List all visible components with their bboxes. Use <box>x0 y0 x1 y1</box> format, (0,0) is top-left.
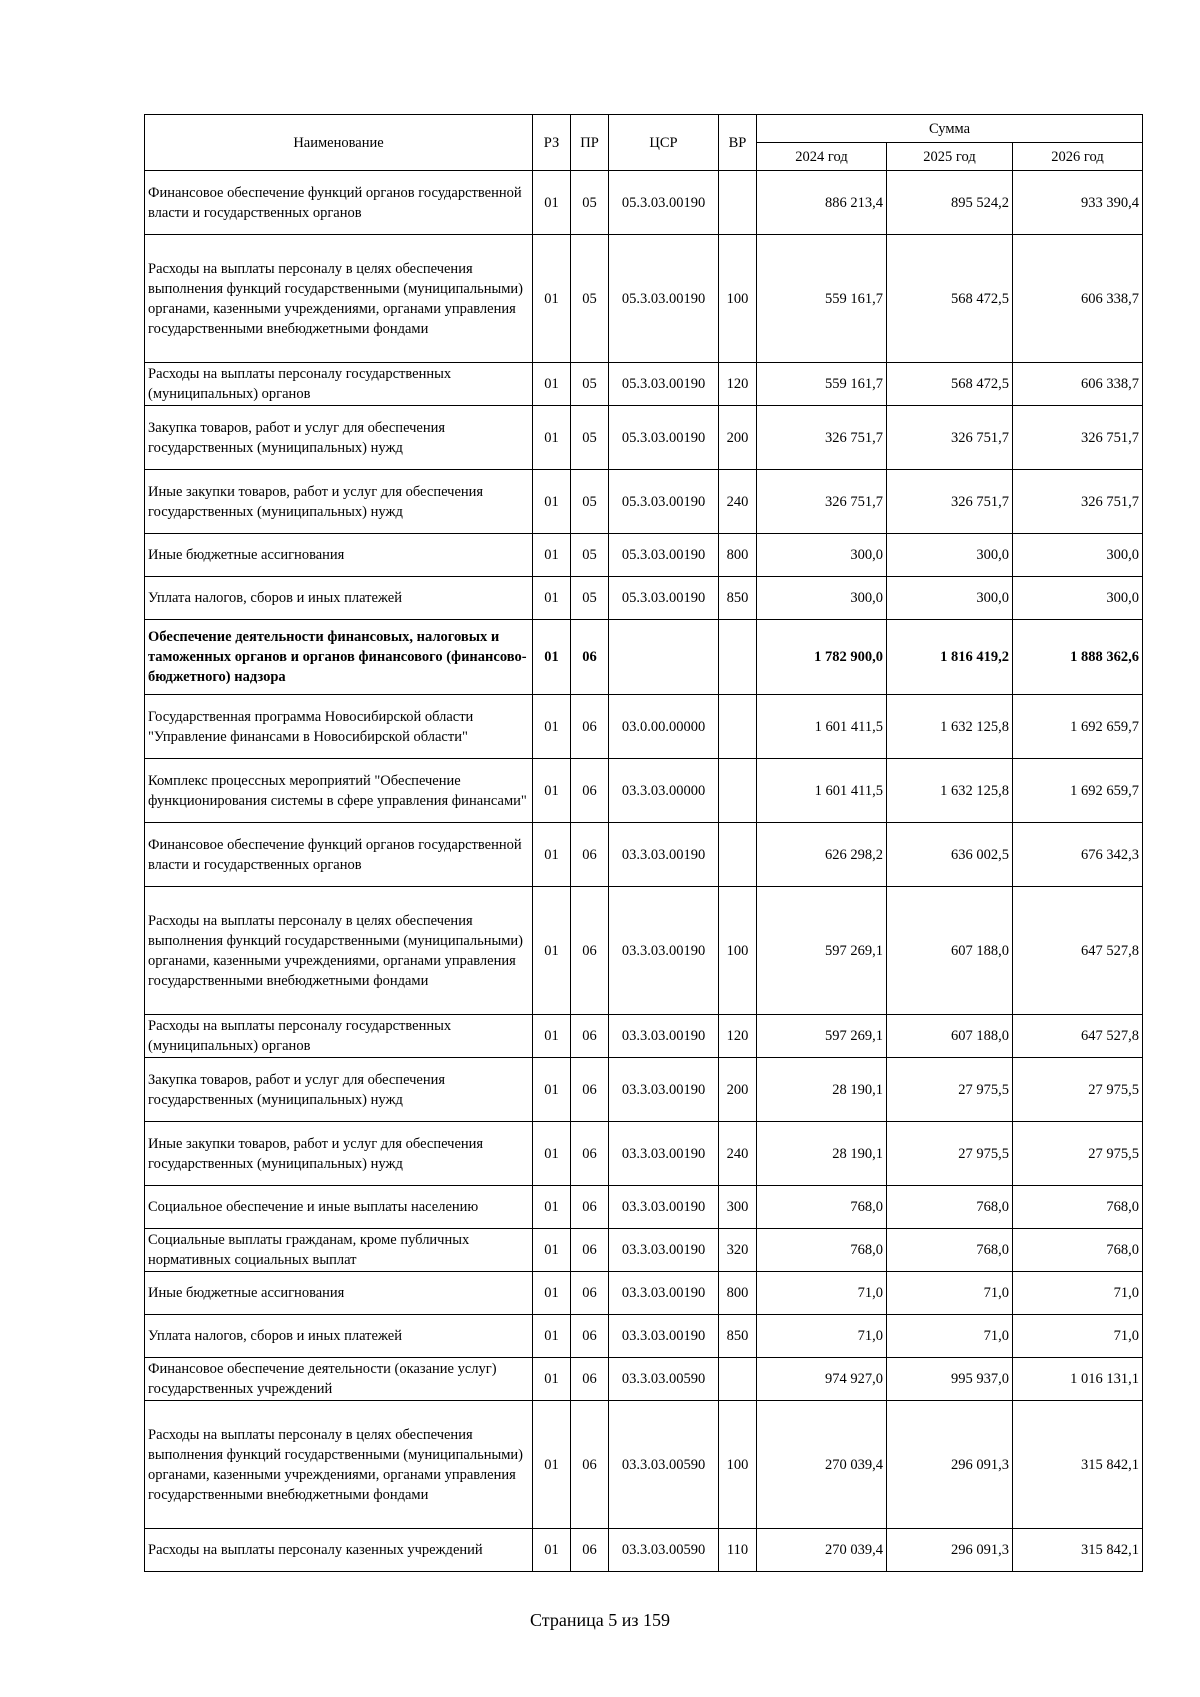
cell-name: Расходы на выплаты персоналу государственных (муниципальных) органов <box>145 1015 533 1058</box>
table-row <box>145 1122 1143 1186</box>
cell-name: Расходы на выплаты персоналу в целях обеспечения выполнения функций государственными (муниципальными) органами, казенными учреждениями, органами управления государственными внебюджетными фондами <box>145 235 533 363</box>
cell-amount-2024: 71,0 <box>757 1272 887 1315</box>
cell-pr: 05 <box>571 577 609 620</box>
cell-vr <box>719 695 757 759</box>
cell-amount-2026: 315 842,1 <box>1013 1401 1143 1529</box>
budget-table <box>144 114 1143 1572</box>
header-year-2026: 2026 год <box>1013 143 1143 171</box>
cell-pr: 05 <box>571 534 609 577</box>
cell-vr <box>719 620 757 695</box>
cell-amount-2024: 597 269,1 <box>757 1015 887 1058</box>
cell-amount-2024: 626 298,2 <box>757 823 887 887</box>
cell-pr: 06 <box>571 823 609 887</box>
cell-name: Иные бюджетные ассигнования <box>145 534 533 577</box>
cell-vr: 100 <box>719 887 757 1015</box>
cell-vr <box>719 759 757 823</box>
cell-amount-2025: 71,0 <box>887 1315 1013 1358</box>
table-row <box>145 171 1143 235</box>
cell-pr: 06 <box>571 695 609 759</box>
cell-amount-2024: 768,0 <box>757 1186 887 1229</box>
cell-name: Закупка товаров, работ и услуг для обеспечения государственных (муниципальных) нужд <box>145 1058 533 1122</box>
cell-amount-2026: 1 016 131,1 <box>1013 1358 1143 1401</box>
table-row <box>145 1058 1143 1122</box>
cell-pr: 06 <box>571 1358 609 1401</box>
cell-amount-2025: 636 002,5 <box>887 823 1013 887</box>
cell-csr: 03.3.03.00190 <box>609 1058 719 1122</box>
cell-vr: 120 <box>719 1015 757 1058</box>
cell-amount-2025: 300,0 <box>887 577 1013 620</box>
cell-rz: 01 <box>533 1229 571 1272</box>
cell-amount-2024: 28 190,1 <box>757 1058 887 1122</box>
cell-rz: 01 <box>533 406 571 470</box>
cell-pr: 06 <box>571 759 609 823</box>
cell-amount-2025: 296 091,3 <box>887 1529 1013 1572</box>
cell-amount-2026: 71,0 <box>1013 1315 1143 1358</box>
cell-amount-2025: 568 472,5 <box>887 363 1013 406</box>
cell-amount-2024: 1 782 900,0 <box>757 620 887 695</box>
header-rz: РЗ <box>533 115 571 171</box>
table-row <box>145 1401 1143 1529</box>
cell-name: Расходы на выплаты персоналу казенных учреждений <box>145 1529 533 1572</box>
cell-csr: 03.3.03.00190 <box>609 1229 719 1272</box>
cell-vr: 110 <box>719 1529 757 1572</box>
cell-amount-2025: 27 975,5 <box>887 1058 1013 1122</box>
cell-amount-2025: 768,0 <box>887 1229 1013 1272</box>
table-row <box>145 1015 1143 1058</box>
table-row <box>145 1529 1143 1572</box>
cell-amount-2024: 768,0 <box>757 1229 887 1272</box>
cell-amount-2026: 676 342,3 <box>1013 823 1143 887</box>
cell-csr: 05.3.03.00190 <box>609 534 719 577</box>
cell-amount-2026: 27 975,5 <box>1013 1122 1143 1186</box>
cell-pr: 06 <box>571 887 609 1015</box>
cell-name: Обеспечение деятельности финансовых, налоговых и таможенных органов и органов финансового (финансово-бюджетного) надзора <box>145 620 533 695</box>
cell-amount-2026: 27 975,5 <box>1013 1058 1143 1122</box>
cell-pr: 06 <box>571 1058 609 1122</box>
cell-amount-2025: 1 632 125,8 <box>887 695 1013 759</box>
cell-name: Комплекс процессных мероприятий "Обеспечение функционирования системы в сфере управления финансами" <box>145 759 533 823</box>
cell-amount-2026: 606 338,7 <box>1013 235 1143 363</box>
cell-pr: 06 <box>571 1122 609 1186</box>
table-row <box>145 1186 1143 1229</box>
cell-amount-2025: 768,0 <box>887 1186 1013 1229</box>
cell-amount-2025: 1 632 125,8 <box>887 759 1013 823</box>
cell-csr: 03.3.03.00590 <box>609 1401 719 1529</box>
cell-vr: 240 <box>719 1122 757 1186</box>
cell-vr: 850 <box>719 1315 757 1358</box>
cell-name: Финансовое обеспечение функций органов государственной власти и государственных органов <box>145 823 533 887</box>
cell-csr: 05.3.03.00190 <box>609 363 719 406</box>
cell-amount-2024: 597 269,1 <box>757 887 887 1015</box>
cell-name: Закупка товаров, работ и услуг для обеспечения государственных (муниципальных) нужд <box>145 406 533 470</box>
header-year-2025: 2025 год <box>887 143 1013 171</box>
cell-pr: 05 <box>571 171 609 235</box>
cell-amount-2025: 326 751,7 <box>887 470 1013 534</box>
cell-rz: 01 <box>533 1015 571 1058</box>
table-row <box>145 695 1143 759</box>
cell-amount-2026: 326 751,7 <box>1013 470 1143 534</box>
cell-amount-2026: 300,0 <box>1013 534 1143 577</box>
table-row <box>145 577 1143 620</box>
cell-csr: 05.3.03.00190 <box>609 235 719 363</box>
cell-name: Расходы на выплаты персоналу государственных (муниципальных) органов <box>145 363 533 406</box>
cell-rz: 01 <box>533 1272 571 1315</box>
cell-rz: 01 <box>533 1401 571 1529</box>
cell-rz: 01 <box>533 577 571 620</box>
cell-vr: 200 <box>719 1058 757 1122</box>
cell-vr: 300 <box>719 1186 757 1229</box>
page-number: Страница 5 из 159 <box>530 1610 670 1630</box>
cell-pr: 06 <box>571 1272 609 1315</box>
cell-name: Расходы на выплаты персоналу в целях обеспечения выполнения функций государственными (муниципальными) органами, казенными учреждениями, органами управления государственными внебюджетными фондами <box>145 887 533 1015</box>
cell-pr: 06 <box>571 1015 609 1058</box>
cell-amount-2025: 895 524,2 <box>887 171 1013 235</box>
cell-amount-2025: 607 188,0 <box>887 1015 1013 1058</box>
cell-amount-2024: 326 751,7 <box>757 470 887 534</box>
cell-name: Финансовое обеспечение деятельности (оказание услуг) государственных учреждений <box>145 1358 533 1401</box>
header-year-2024: 2024 год <box>757 143 887 171</box>
cell-amount-2024: 326 751,7 <box>757 406 887 470</box>
cell-vr: 240 <box>719 470 757 534</box>
table-row <box>145 887 1143 1015</box>
cell-name: Социальные выплаты гражданам, кроме публичных нормативных социальных выплат <box>145 1229 533 1272</box>
cell-amount-2024: 28 190,1 <box>757 1122 887 1186</box>
cell-amount-2024: 559 161,7 <box>757 235 887 363</box>
cell-amount-2026: 1 888 362,6 <box>1013 620 1143 695</box>
cell-vr: 100 <box>719 1401 757 1529</box>
cell-pr: 06 <box>571 620 609 695</box>
header-vr: ВР <box>719 115 757 171</box>
cell-amount-2026: 1 692 659,7 <box>1013 759 1143 823</box>
table-row <box>145 1272 1143 1315</box>
cell-rz: 01 <box>533 171 571 235</box>
cell-csr <box>609 620 719 695</box>
cell-rz: 01 <box>533 534 571 577</box>
cell-vr: 100 <box>719 235 757 363</box>
cell-rz: 01 <box>533 470 571 534</box>
cell-pr: 05 <box>571 363 609 406</box>
cell-rz: 01 <box>533 887 571 1015</box>
table-header <box>145 115 1143 171</box>
cell-csr: 05.3.03.00190 <box>609 406 719 470</box>
cell-amount-2024: 300,0 <box>757 534 887 577</box>
cell-amount-2024: 559 161,7 <box>757 363 887 406</box>
cell-vr <box>719 171 757 235</box>
cell-rz: 01 <box>533 363 571 406</box>
table-row <box>145 1315 1143 1358</box>
header-name: Наименование <box>145 115 533 171</box>
cell-rz: 01 <box>533 1315 571 1358</box>
cell-name: Расходы на выплаты персоналу в целях обеспечения выполнения функций государственными (муниципальными) органами, казенными учреждениями, органами управления государственными внебюджетными фондами <box>145 1401 533 1529</box>
cell-vr: 800 <box>719 1272 757 1315</box>
header-pr: ПР <box>571 115 609 171</box>
cell-csr: 03.3.03.00190 <box>609 1015 719 1058</box>
cell-vr: 120 <box>719 363 757 406</box>
table-row <box>145 235 1143 363</box>
cell-vr: 320 <box>719 1229 757 1272</box>
cell-pr: 06 <box>571 1401 609 1529</box>
cell-csr: 03.3.03.00000 <box>609 759 719 823</box>
cell-amount-2024: 886 213,4 <box>757 171 887 235</box>
cell-rz: 01 <box>533 620 571 695</box>
cell-csr: 03.3.03.00190 <box>609 1122 719 1186</box>
cell-amount-2024: 1 601 411,5 <box>757 759 887 823</box>
cell-csr: 05.3.03.00190 <box>609 577 719 620</box>
cell-amount-2024: 1 601 411,5 <box>757 695 887 759</box>
cell-vr: 850 <box>719 577 757 620</box>
cell-amount-2026: 768,0 <box>1013 1229 1143 1272</box>
cell-pr: 06 <box>571 1529 609 1572</box>
cell-amount-2024: 270 039,4 <box>757 1529 887 1572</box>
cell-csr: 03.3.03.00190 <box>609 1186 719 1229</box>
cell-vr: 200 <box>719 406 757 470</box>
cell-name: Уплата налогов, сборов и иных платежей <box>145 1315 533 1358</box>
cell-amount-2024: 300,0 <box>757 577 887 620</box>
table-row <box>145 363 1143 406</box>
cell-csr: 03.3.03.00190 <box>609 1315 719 1358</box>
cell-csr: 05.3.03.00190 <box>609 171 719 235</box>
cell-rz: 01 <box>533 235 571 363</box>
cell-csr: 03.3.03.00590 <box>609 1358 719 1401</box>
cell-amount-2026: 768,0 <box>1013 1186 1143 1229</box>
cell-amount-2025: 607 188,0 <box>887 887 1013 1015</box>
table-row <box>145 1229 1143 1272</box>
cell-rz: 01 <box>533 823 571 887</box>
cell-name: Иные закупки товаров, работ и услуг для обеспечения государственных (муниципальных) нужд <box>145 470 533 534</box>
cell-name: Социальное обеспечение и иные выплаты населению <box>145 1186 533 1229</box>
cell-amount-2026: 933 390,4 <box>1013 171 1143 235</box>
cell-csr: 03.3.03.00190 <box>609 823 719 887</box>
table-row <box>145 759 1143 823</box>
cell-rz: 01 <box>533 1358 571 1401</box>
cell-csr: 03.3.03.00190 <box>609 1272 719 1315</box>
cell-amount-2026: 71,0 <box>1013 1272 1143 1315</box>
cell-rz: 01 <box>533 1186 571 1229</box>
cell-amount-2024: 974 927,0 <box>757 1358 887 1401</box>
cell-csr: 03.3.03.00190 <box>609 887 719 1015</box>
cell-vr <box>719 823 757 887</box>
table-row <box>145 534 1143 577</box>
cell-amount-2026: 1 692 659,7 <box>1013 695 1143 759</box>
cell-pr: 05 <box>571 235 609 363</box>
cell-rz: 01 <box>533 695 571 759</box>
cell-pr: 05 <box>571 470 609 534</box>
cell-csr: 03.0.00.00000 <box>609 695 719 759</box>
cell-amount-2025: 300,0 <box>887 534 1013 577</box>
cell-amount-2026: 300,0 <box>1013 577 1143 620</box>
cell-amount-2026: 315 842,1 <box>1013 1529 1143 1572</box>
cell-amount-2025: 326 751,7 <box>887 406 1013 470</box>
cell-pr: 06 <box>571 1315 609 1358</box>
table-row <box>145 620 1143 695</box>
table-row <box>145 470 1143 534</box>
cell-amount-2024: 71,0 <box>757 1315 887 1358</box>
cell-amount-2025: 1 816 419,2 <box>887 620 1013 695</box>
cell-amount-2026: 647 527,8 <box>1013 1015 1143 1058</box>
table-row <box>145 406 1143 470</box>
cell-csr: 05.3.03.00190 <box>609 470 719 534</box>
cell-vr: 800 <box>719 534 757 577</box>
cell-amount-2026: 326 751,7 <box>1013 406 1143 470</box>
cell-amount-2025: 296 091,3 <box>887 1401 1013 1529</box>
cell-rz: 01 <box>533 1529 571 1572</box>
cell-amount-2025: 71,0 <box>887 1272 1013 1315</box>
cell-amount-2025: 568 472,5 <box>887 235 1013 363</box>
cell-rz: 01 <box>533 759 571 823</box>
cell-amount-2025: 995 937,0 <box>887 1358 1013 1401</box>
cell-name: Иные закупки товаров, работ и услуг для обеспечения государственных (муниципальных) нужд <box>145 1122 533 1186</box>
cell-pr: 06 <box>571 1229 609 1272</box>
table-row <box>145 823 1143 887</box>
cell-pr: 05 <box>571 406 609 470</box>
header-sum: Сумма <box>757 115 1143 143</box>
header-csr: ЦСР <box>609 115 719 171</box>
cell-rz: 01 <box>533 1122 571 1186</box>
cell-amount-2025: 27 975,5 <box>887 1122 1013 1186</box>
table-body <box>145 171 1143 1572</box>
cell-name: Иные бюджетные ассигнования <box>145 1272 533 1315</box>
cell-amount-2026: 647 527,8 <box>1013 887 1143 1015</box>
cell-amount-2026: 606 338,7 <box>1013 363 1143 406</box>
cell-rz: 01 <box>533 1058 571 1122</box>
cell-name: Государственная программа Новосибирской области "Управление финансами в Новосибирской области" <box>145 695 533 759</box>
cell-name: Уплата налогов, сборов и иных платежей <box>145 577 533 620</box>
cell-vr <box>719 1358 757 1401</box>
cell-name: Финансовое обеспечение функций органов государственной власти и государственных органов <box>145 171 533 235</box>
cell-pr: 06 <box>571 1186 609 1229</box>
cell-amount-2024: 270 039,4 <box>757 1401 887 1529</box>
cell-csr: 03.3.03.00590 <box>609 1529 719 1572</box>
table-row <box>145 1358 1143 1401</box>
